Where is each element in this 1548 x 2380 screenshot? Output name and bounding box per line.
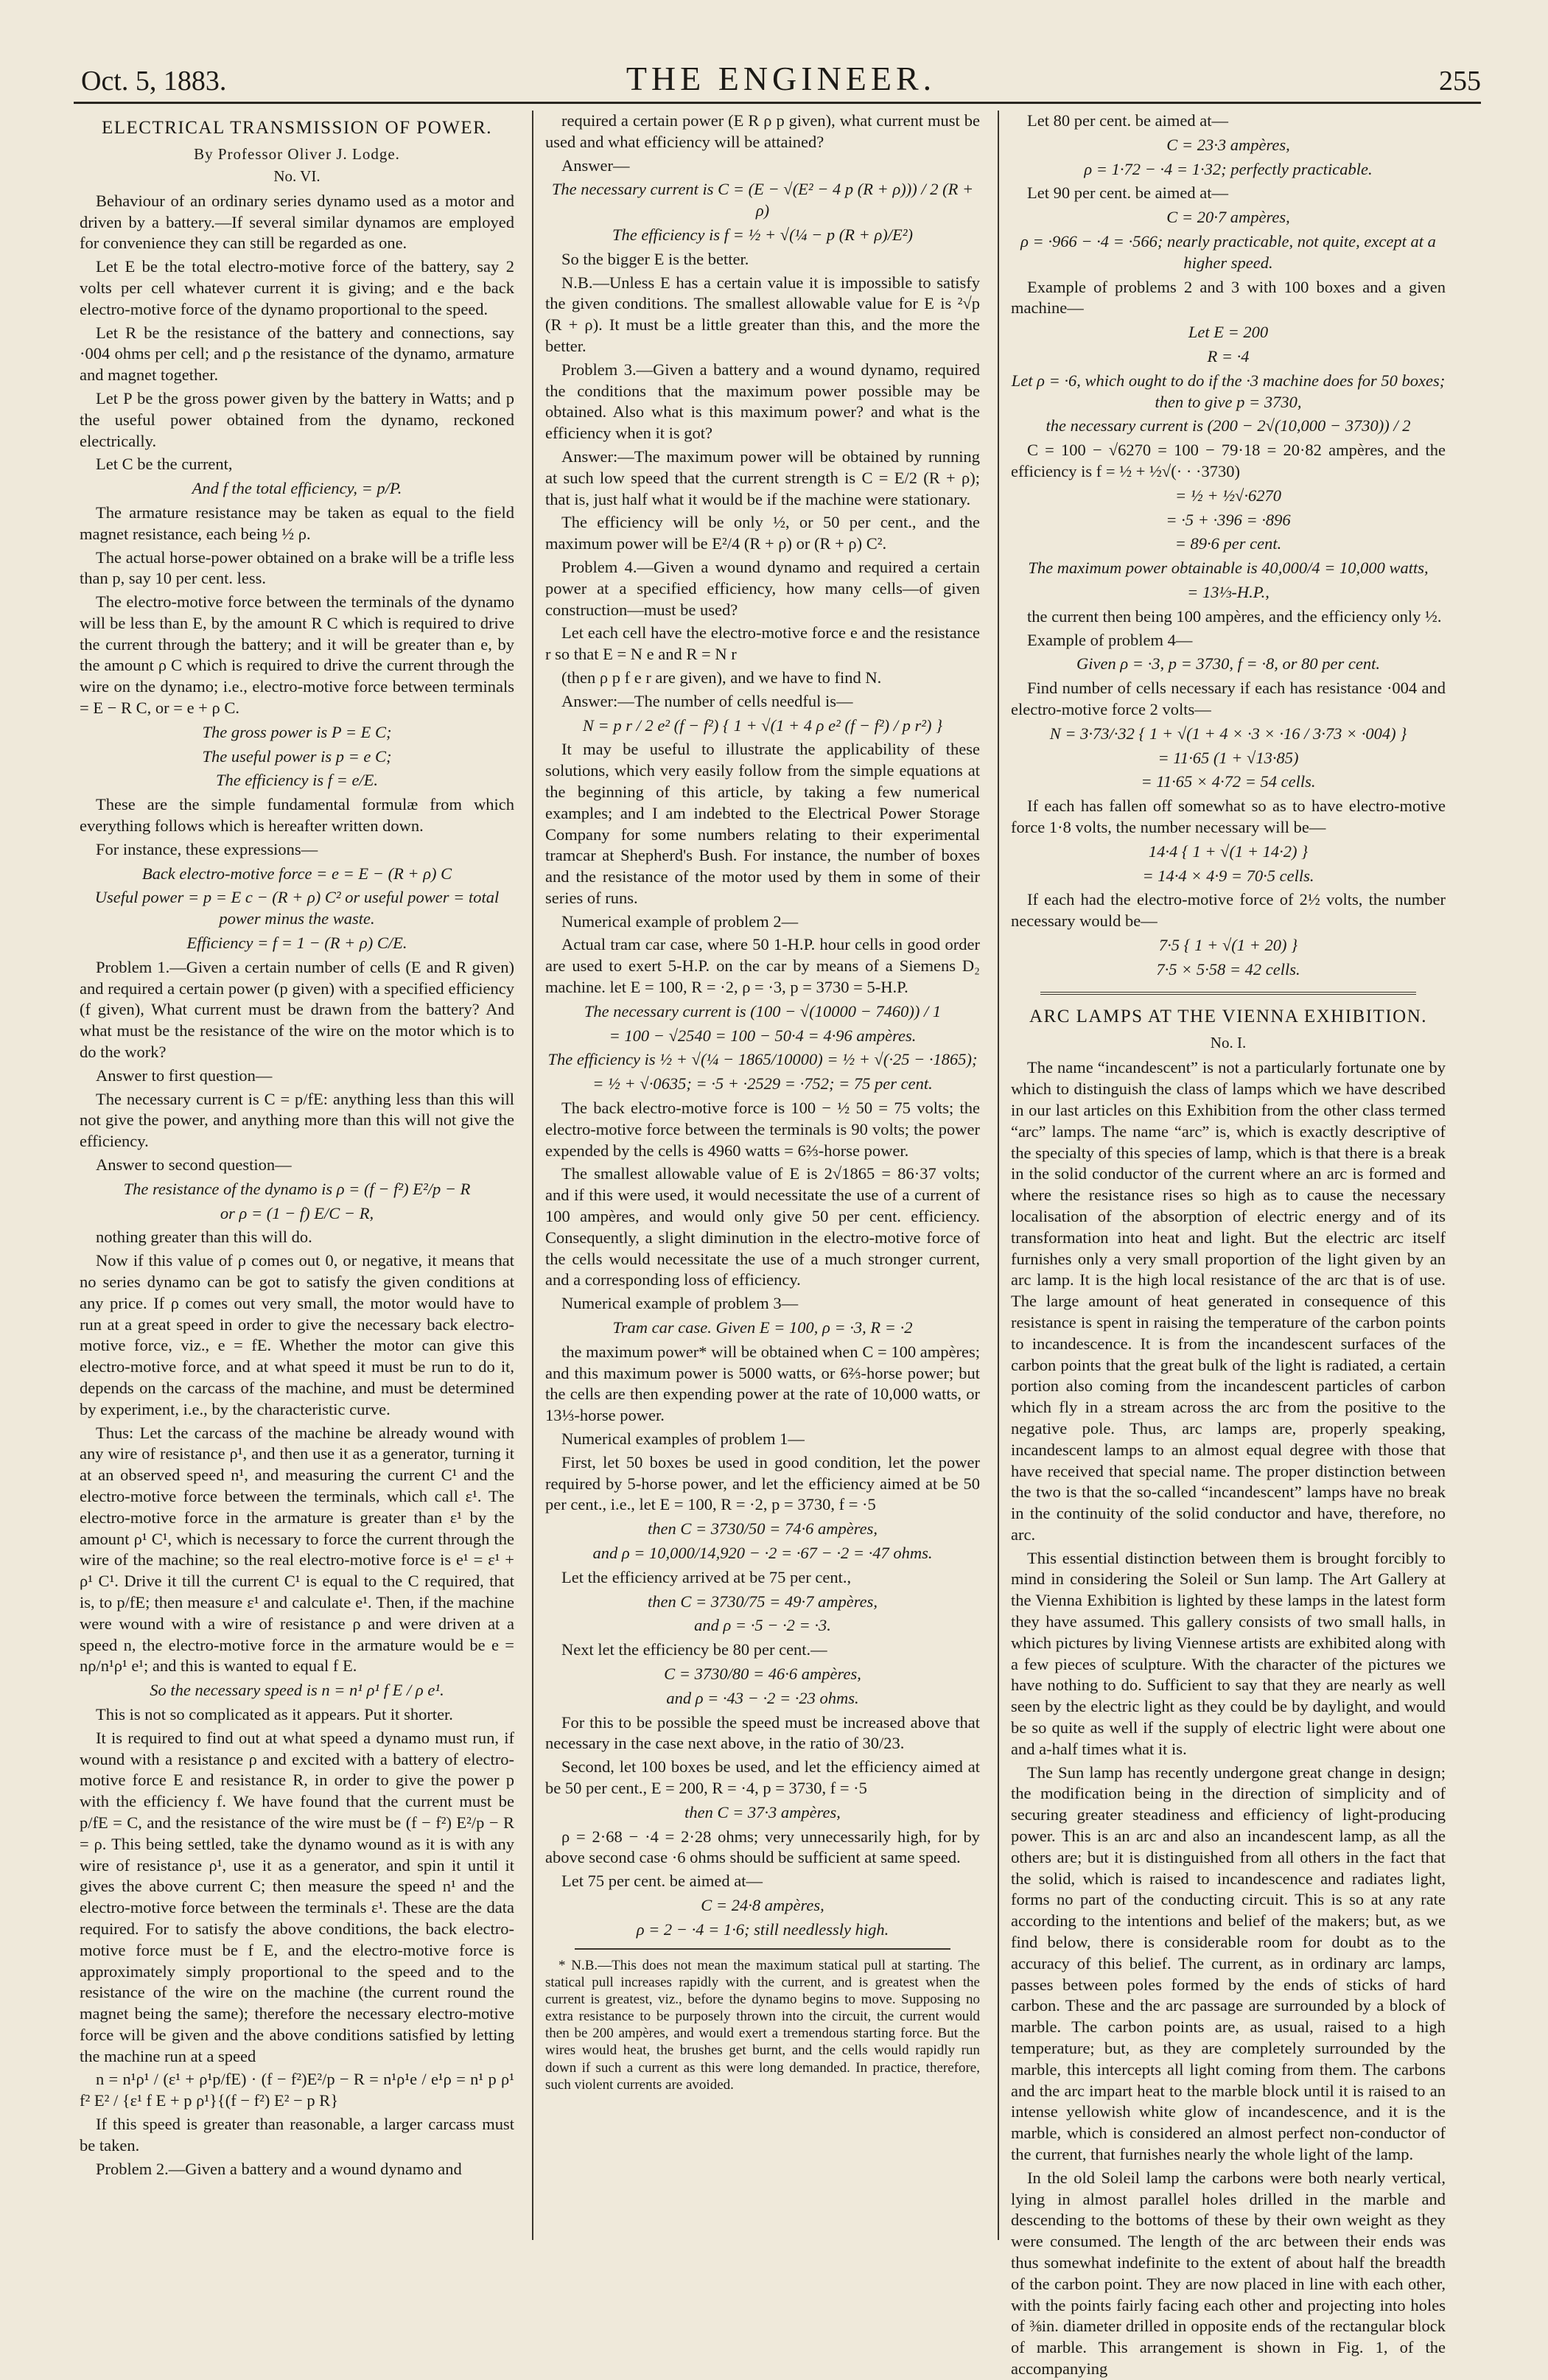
paragraph: nothing greater than this will do.: [96, 1228, 312, 1247]
paragraph: Let C be the current,: [96, 455, 233, 474]
paragraph: It may be useful to illustrate the applicability of these solutions, which very easily follow from the simple equations at the beginning of this article, by taking a few numerical examples; and I am indebted to the Electrical Power Storage Company for some numbers relating to their experimental tramcar at Shepherd's Bush. For instance, the number of boxes and the resistance of the motor used by them in some of their series of runs.: [545, 740, 980, 907]
paragraph: = ½ + √·0635; = ·5 + ·2529 = ·752; = 75 per cent.: [592, 1074, 933, 1093]
paragraph: C = 20·7 ampères,: [1166, 208, 1290, 227]
paragraph: N = p r / 2 e² (f − f²) { 1 + √(1 + 4 ρ e² (f − f²) / p r²) }: [582, 715, 943, 735]
paragraph: Problem 1.—Given a certain number of cells (E and R given) and required a certain power (p given) with a specified efficiency (f given), What current must be drawn from the battery? And what must be the resistance of the wire on the motor which is to do the work?: [80, 957, 514, 1062]
paragraph: Problem 3.—Given a battery and a wound dynamo, required the conditions that the maximum power possible may be obtained. Also what is this maximum power? and what is the efficiency when it is got?: [545, 360, 980, 443]
paragraph: The useful power is p = e C;: [202, 746, 392, 766]
paragraph: So the bigger E is the better.: [561, 249, 749, 268]
paragraph: Answer to second question—: [96, 1155, 292, 1175]
paragraph: 7·5 × 5·58 = 42 cells.: [1156, 959, 1300, 979]
paragraph: N.B.—Unless E has a certain value it is impossible to satisfy the given conditions. The smallest allowable value for E is ²√p (R + ρ). It must be a little greater than this, and the more the better.: [545, 273, 980, 355]
paragraph: and ρ = 10,000/14,920 − ·2 = ·67 − ·2 = ·47 ohms.: [592, 1544, 933, 1562]
paragraph: C = 3730/80 = 46·6 ampères,: [664, 1664, 861, 1683]
paragraph: 14·4 { 1 + √(1 + 14·2) }: [1148, 841, 1309, 861]
paragraph: then C = 37·3 ampères,: [684, 1802, 841, 1821]
header-rule: [74, 102, 1481, 104]
paragraph: It is required to find out at what speed a dynamo must run, if wound with a resistance ρ and excited with a battery of electro-motive force E and resistance R, in order to give the power p with the efficiency f. We have found that the current must be p/fE = C, and the resistance of the wire must be (f − f²) E²/p − R = ρ. This being settled, take the dynamo wound as it is with any wire of resistance ρ¹, use it as a generator, and spin it until it gives the above current C; then measure the speed n¹ and the electro-motive force between the terminals ε¹. These are the data required. For to satisfy the above conditions, the back electro-motive force must be f E, and the electro-motive force is approximately simply proportional to the speed and to the resistance of the wire on the machine (the current round the magnet being the same); therefore the necessary electro-motive force will be given and the above conditions satisfied by letting the machine run at a speed: [80, 1728, 514, 2065]
footnote-rule: [575, 1948, 950, 1950]
paragraph: the current then being 100 ampères, and the efficiency only ½.: [1027, 606, 1442, 626]
paragraph: ρ = ·966 − ·4 = ·566; nearly practicable, not quite, except at a higher speed.: [1020, 231, 1436, 272]
paragraph: The efficiency will be only ½, or 50 per cent., and the maximum power will be E²/4 (R + ρ) or (R + ρ) C².: [545, 513, 980, 553]
paragraph: ρ = 2·68 − ·4 = 2·28 ohms; very unnecessarily high, for by above second case ·6 ohms should be sufficient at same speed.: [545, 1827, 980, 1867]
paragraph: Answer—: [561, 155, 630, 175]
paragraph: the maximum power* will be obtained when C = 100 ampères; and this maximum power is 5000 watts, or 6⅔-horse power; but the cells are then expending power at the rate of 10,000 watts, or 13⅓-horse power.: [545, 1342, 980, 1425]
paragraph: Problem 4.—Given a wound dynamo and required a certain power at a specified efficiency, how many cells—of given construction—must be used?: [545, 557, 980, 619]
paragraph: In the old Soleil lamp the carbons were both nearly vertical, lying in almost parallel holes drilled in the marble and descending to the bottoms of these by their own weight as they were consumed. The length of the arc between their ends was thus somewhat indefinite to the extent of about half the breadth of the carbon point. They are now placed in line with each other, with the points fairly facing each other and projecting into holes of ⅜in. diameter drilled in opposite ends of the rectangular block of marble. This arrangement is shown in Fig. 1, of the accompanying: [1011, 2168, 1446, 2378]
paragraph: If this speed is greater than reasonable, a larger carcass must be taken.: [80, 2115, 514, 2155]
paragraph: Next let the efficiency be 80 per cent.—: [561, 1640, 827, 1659]
paragraph: R = ·4: [1207, 346, 1250, 365]
paragraph: = ·5 + ·396 = ·896: [1166, 510, 1291, 529]
paragraph: Let 75 per cent. be aimed at—: [561, 1872, 763, 1891]
paragraph: The efficiency is f = ½ + √(¼ − p (R + ρ)/E²): [612, 225, 914, 244]
paragraph: = ½ + ½√·6270: [1175, 486, 1281, 505]
paragraph: Actual tram car case, where 50 1-H.P. hour cells in good order are used to exert 5-H.P. on the car by means of a Siemens D₂ machine. let E = 100, R = ·2, ρ = ·3, p = 3730 = 5-H.P.: [545, 935, 980, 997]
paragraph: Answer:—The number of cells needful is—: [561, 691, 853, 710]
article-number: No. VI.: [273, 167, 321, 185]
column-2-body: [545, 111, 980, 1941]
paragraph: Let the efficiency arrived at be 75 per cent.,: [561, 1567, 852, 1586]
issue-date: Oct. 5, 1883.: [81, 66, 227, 97]
paragraph: The actual horse-power obtained on a brake will be a trifle less than p, say 10 per cent. less.: [80, 547, 514, 588]
paragraph: Numerical example of problem 2—: [561, 911, 799, 931]
paragraph: If each had the electro-motive force of 2½ volts, the number necessary would be—: [1011, 890, 1446, 931]
paragraph: Back electro-motive force = e = E − (R + ρ) C: [141, 864, 452, 883]
paragraph: Efficiency = f = 1 − (R + ρ) C/E.: [186, 934, 407, 953]
paragraph: and ρ = ·43 − ·2 = ·23 ohms.: [666, 1688, 859, 1707]
paragraph: The necessary current is C = (E − √(E² − 4 p (R + ρ))) / 2 (R + ρ): [551, 180, 974, 220]
paragraph: The electro-motive force between the terminals of the dynamo will be less than E, by the amount R C which is required to drive the current through the battery; and it will be greater than e, by the amount ρ C which is required to drive the current through the wire on the dynamo; i.e., electro-motive force between terminals = E − R C, or = e + ρ C.: [80, 592, 514, 718]
paragraph: Let E be the total electro-motive force of the battery, say 2 volts per cell whatever current it is giving; and e the back electro-motive force of the dynamo proportional to the speed.: [80, 257, 514, 318]
paragraph: = 11·65 × 4·72 = 54 cells.: [1141, 772, 1316, 791]
article-author: By Professor Oliver J. Lodge.: [194, 145, 400, 163]
paragraph: = 89·6 per cent.: [1174, 534, 1282, 553]
paragraph: = 100 − √2540 = 100 − 50·4 = 4·96 ampères.: [609, 1026, 917, 1045]
paragraph: The efficiency is ½ + √(¼ − 1865/10000) = ½ + √(·25 − ·1865);: [547, 1050, 978, 1069]
footnote: * N.B.—This does not mean the maximum statical pull at starting. The statical pull increases rapidly with the current, and is greatest when the current is greatest, viz., before the dynamo begins to move. Supposing no extra resistance to be purposely thrown into the circuit, the current would then be 200 ampères, and would exert a tremendous starting force. But the wires would heat, the brushes get burnt, and the cells would rapidly run down if such a current as this were long demanded. In practice, therefore, such violent currents are avoided.: [545, 1957, 980, 2093]
paragraph: Example of problems 2 and 3 with 100 boxes and a given machine—: [1011, 277, 1446, 318]
paragraph: C = 23·3 ampères,: [1166, 135, 1290, 154]
paragraph: This essential distinction between them is brought forcibly to mind in considering the Soleil or Sun lamp. The Art Gallery at the Vienna Exhibition is lighted by these lamps in the latest form they have assumed. This gallery consists of two small halls, in which pictures by living Viennese artists are exhibited along with a few pieces of sculpture. With the character of the pictures we have nothing to do. Sufficient to say that they are nearly as well seen by the electric light as they could be by daylight, and would be so quite as well if the supply of electric light were about one and a-half times what it is.: [1011, 1548, 1446, 1758]
paragraph: = 11·65 (1 + √13·85): [1158, 748, 1299, 767]
paragraph: The necessary current is (100 − √(10000 − 7460)) / 1: [584, 1001, 942, 1021]
paragraph: The name “incandescent” is not a particularly fortunate one by which to distinguish the class of lamps which we have described in our last articles on this Exhibition from the other class termed “arc” lamps. The name “arc” is, which is exactly descriptive of the specialty of this species of lamp, which is that there is a break in the solid conductor of the current where an arc is formed and where the resistance rises so high as to cause the necessary localisation of the absorption of electric energy and of its transformation into heat and light. But the electric arc itself furnishes only a very small proportion of the light given by an arc lamp. It is the high local resistance of the arc that is of use. The large amount of heat generated in consequence of this resistance is spent in raising the temperature of the carbon points to incandescence. It is from the incandescent surfaces of the carbon points that the great bulk of the light is radiated, a certain portion also coming from the incandescent particles of carbon which fly in a stream across the arc from the positive to the negative pole. Thus, arc lamps are, properly speaking, incandescent lamps to an almost equal degree with those that have received that special name. The proper distinction between the two is that the so-called “incandescent” lamps have no break in the continuity of the solid conductor and have, therefore, no arc.: [1011, 1058, 1446, 1544]
paragraph: Useful power = p = E c − (R + ρ) C² or useful power = total power minus the waste.: [94, 888, 500, 928]
paragraph: or ρ = (1 − f) E/C − R,: [220, 1203, 374, 1222]
paragraph: Let each cell have the electro-motive force e and the resistance r so that E = N e and R = N r: [545, 623, 980, 664]
paragraph: Let R be the resistance of the battery and connections, say ·004 ohms per cell; and ρ the resistance of the dynamo, armature and magnet together.: [80, 323, 514, 385]
paragraph: Find number of cells necessary if each has resistance ·004 and electro-motive force 2 volts—: [1011, 679, 1446, 718]
paragraph: For instance, these expressions—: [96, 839, 318, 858]
paragraph: The armature resistance may be taken as equal to the field magnet resistance, each being ½ ρ.: [80, 503, 514, 543]
paragraph: Let ρ = ·6, which ought to do if the ·3 machine does for 50 boxes; then to give p = 3730,: [1011, 371, 1446, 411]
paragraph: Second, let 100 boxes be used, and let the efficiency aimed at be 50 per cent., E = 200, R = ·4, p = 3730, f = ·5: [545, 1757, 980, 1797]
paragraph: The back electro-motive force is 100 − ½ 50 = 75 volts; the electro-motive force between the terminals is 90 volts; the power expended by the cells is 4960 watts = 6⅔-horse power.: [545, 1099, 980, 1160]
paragraph: Numerical example of problem 3—: [561, 1294, 799, 1313]
article-separator: [1040, 992, 1416, 995]
paragraph: and ρ = ·5 − ·2 = ·3.: [694, 1616, 831, 1635]
paragraph: then C = 3730/50 = 74·6 ampères,: [647, 1519, 878, 1539]
page-number: 255: [1439, 66, 1481, 97]
article-2-title: ARC LAMPS AT THE VIENNA EXHIBITION.: [1029, 1007, 1428, 1027]
column-2: [545, 111, 980, 2240]
page-header: [81, 52, 1481, 103]
paragraph: 7·5 { 1 + √(1 + 20) }: [1158, 935, 1298, 954]
paragraph: The efficiency is f = e/E.: [215, 771, 379, 790]
column-3: [1011, 111, 1446, 2378]
paragraph: the necessary current is (200 − 2√(10,000 − 3730)) / 2: [1046, 416, 1411, 435]
paragraph: Answer to first question—: [96, 1065, 273, 1085]
paragraph: (then ρ p f e r are given), and we have to find N.: [561, 668, 882, 687]
column-divider: [532, 111, 533, 2240]
paragraph: The maximum power obtainable is 40,000/4 = 10,000 watts,: [1028, 559, 1429, 578]
column-1-body: [80, 191, 514, 2180]
paragraph: The gross power is P = E C;: [202, 722, 392, 741]
paragraph: = 13⅓-H.P.,: [1187, 582, 1269, 601]
paragraph: then C = 3730/75 = 49·7 ampères,: [647, 1592, 878, 1611]
paragraph: The resistance of the dynamo is ρ = (f − f²) E²/p − R: [123, 1179, 471, 1198]
paragraph: Numerical examples of problem 1—: [561, 1429, 805, 1449]
paragraph: n = n¹ρ¹ / (ε¹ + ρ¹p/fE) · (f − f²)E²/p − R = n¹ρ¹e / e¹ρ = n¹ p ρ¹ f² E² / {ε¹ f E + p ρ¹}{(f − f²) E² − p R}: [80, 2070, 514, 2110]
paragraph: Let 80 per cent. be aimed at—: [1027, 111, 1229, 130]
paragraph: Let P be the gross power given by the battery in Watts; and p the useful power obtained from the dynamo, reckoned electrically.: [80, 388, 514, 450]
paragraph: Problem 2.—Given a battery and a wound dynamo and: [96, 2159, 462, 2178]
article-title: ELECTRICAL TRANSMISSION OF POWER.: [101, 118, 493, 138]
paragraph: Let 90 per cent. be aimed at—: [1027, 183, 1229, 203]
paragraph: The smallest allowable value of E is 2√1865 = 86·37 volts; and if this were used, it would necessitate the use of a current of 100 ampères, and would only give 50 per cent. efficiency. Consequently, a slight diminution in the electro-motive force of the cells would necessitate the use of a much stronger current, and a corresponding loss of efficiency.: [545, 1164, 980, 1289]
paragraph: ρ = 2 − ·4 = 1·6; still needlessly high.: [636, 1919, 889, 1939]
paragraph: N = 3·73/·32 { 1 + √(1 + 4 × ·3 × ·16 / 3·73 × ·004) }: [1049, 724, 1407, 743]
paragraph: First, let 50 boxes be used in good condition, let the power required by 5-horse power, and let the efficiency aimed at be 50 per cent., i.e., let E = 100, R = ·2, p = 3730, f = ·5: [545, 1452, 980, 1514]
paragraph: C = 24·8 ampères,: [701, 1895, 824, 1914]
column-3-body: [1011, 111, 1446, 980]
article-2-number: No. I.: [1210, 1034, 1247, 1052]
paragraph: The necessary current is C = p/fE: anything less than this will not give the power, and anything more than this will not give the efficiency.: [80, 1089, 514, 1151]
paragraph: And f the total efficiency, = p/P.: [192, 479, 402, 498]
paragraph: These are the simple fundamental formulæ from which everything follows which is hereafter written down.: [80, 795, 514, 836]
paragraph: Example of problem 4—: [1027, 630, 1193, 649]
article-2-body: [1011, 1057, 1446, 2379]
journal-title: THE ENGINEER.: [626, 60, 936, 97]
paragraph: So the necessary speed is n = n¹ ρ¹ f E / ρ e¹.: [150, 1681, 444, 1700]
paragraph: This is not so complicated as it appears. Put it shorter.: [96, 1704, 453, 1723]
paragraph: The Sun lamp has recently undergone great change in design; the modification being in the direction of simplicity and of securing greater steadiness and efficiency of light-producing power. This is an arc and also an incandescent lamp, as all the others are; but it is distinguished from all others in the fact that the solid, which is raised to incandescence and radiates light, forms no part of the conducting circuit. This is so at any rate according to the intentions and belief of the makers; but, as we find below, there is considerable room for doubt as to the accuracy of this belief. The current, as in ordinary arc lamps, passes between poles formed by the ends of sticks of hard carbon. These and the arc passage are surrounded by a block of marble. The carbon points are, as usual, raised to a high temperature; but, as they are completely surrounded by the marble, this intercepts all light coming from them. The carbons and the arc impart heat to the marble block until it is raised to an intense yellowish white glow of incandescence, and it is the marble, which is considered an almost perfect non-conductor of the current, that furnishes nearly the whole light of the lamp.: [1011, 1763, 1446, 2163]
column-1: [80, 111, 514, 2240]
paragraph: = 14·4 × 4·9 = 70·5 cells.: [1142, 866, 1314, 885]
paragraph: If each has fallen off somewhat so as to have electro-motive force 1·8 volts, the number necessary will be—: [1011, 797, 1446, 836]
paragraph: Answer:—The maximum power will be obtained by running at such low speed that the current strength is C = E/2 (R + ρ); that is, just half what it would be if the machine were stationary.: [545, 447, 980, 508]
paragraph: C = 100 − √6270 = 100 − 79·18 = 20·82 ampères, and the efficiency is f = ½ + ½√(· · ·3730): [1011, 441, 1446, 480]
paragraph: Tram car case. Given E = 100, ρ = ·3, R = ·2: [612, 1318, 913, 1337]
paragraph: Now if this value of ρ comes out 0, or negative, it means that no series dynamo can be got to satisfy the given conditions at any price. If ρ comes out very small, the motor would have to run at a great speed in order to give the necessary back electro-motive force, viz., e = fE. Whether the motor can give this electro-motive force, and at what speed it must be run to do it, depends on the carcass of the machine, and must be determined by experiment, i.e., by the characteristic curve.: [80, 1251, 514, 1418]
paragraph: Given ρ = ·3, p = 3730, f = ·8, or 80 per cent.: [1076, 654, 1380, 673]
column-divider: [998, 111, 999, 2240]
paragraph: Behaviour of an ordinary series dynamo used as a motor and driven by a battery.—If several similar dynamos are employed for convenience they can still be regarded as one.: [80, 191, 514, 253]
paragraph: required a certain power (E R ρ p given), what current must be used and what efficiency will be attained?: [545, 111, 980, 151]
paragraph: For this to be possible the speed must be increased above that necessary in the case next above, in the ratio of 30/23.: [545, 1712, 980, 1753]
paragraph: ρ = 1·72 − ·4 = 1·32; perfectly practicable.: [1084, 159, 1373, 178]
paragraph: Let E = 200: [1188, 323, 1269, 342]
paragraph: Thus: Let the carcass of the machine be already wound with any wire of resistance ρ¹, and then use it as a generator, turning it at an observed speed n¹, and measuring the current C¹ and the electro-motive force between the terminals, which call ε¹. The electro-motive force in the armature is greater than ε¹ by the amount ρ¹ C¹, which is necessary to force the current through the wire of the machine; so the real electro-motive force is e¹ = ε¹ + ρ¹ C¹. Drive it till the current C¹ is equal to the C required, that is, to p/fE; then measure ε¹ and calculate e¹. Then, if the machine were wound with a wire of resistance ρ and were driven at a speed n, the electro-motive force in the armature would be e = nρ/n¹ρ¹ e¹; and this is wanted to equal f E.: [80, 1423, 514, 1676]
